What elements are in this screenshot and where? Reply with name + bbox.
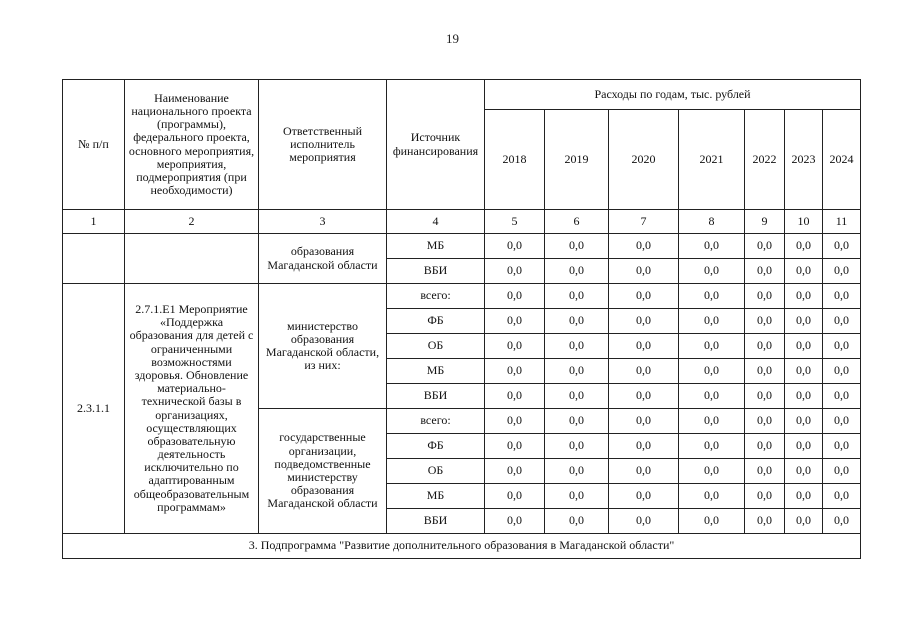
col-number: 8: [679, 210, 745, 234]
source-cell: ОБ: [387, 459, 485, 484]
value-cell: 0,0: [545, 284, 609, 309]
empty-cell: [63, 234, 125, 284]
value-cell: 0,0: [485, 509, 545, 534]
value-cell: 0,0: [485, 284, 545, 309]
value-cell: 0,0: [745, 409, 785, 434]
value-cell: 0,0: [745, 459, 785, 484]
header-year: 2023: [785, 110, 823, 210]
value-cell: 0,0: [545, 384, 609, 409]
col-number: 5: [485, 210, 545, 234]
value-cell: 0,0: [745, 384, 785, 409]
value-cell: 0,0: [785, 509, 823, 534]
value-cell: 0,0: [745, 284, 785, 309]
value-cell: 0,0: [785, 434, 823, 459]
header-name: Наименование национального проекта (программы), федерального проекта, основного мероприятия, мероприятия, подмероприятия (при необходимости): [125, 80, 259, 210]
value-cell: 0,0: [485, 434, 545, 459]
value-cell: 0,0: [609, 234, 679, 259]
col-number: 11: [823, 210, 861, 234]
value-cell: 0,0: [823, 309, 861, 334]
value-cell: 0,0: [485, 334, 545, 359]
col-number: 7: [609, 210, 679, 234]
value-cell: 0,0: [609, 409, 679, 434]
subprogram-title: 3. Подпрограмма "Развитие дополнительного образования в Магаданской области": [63, 534, 861, 559]
source-cell: всего:: [387, 284, 485, 309]
item-name: 2.7.1.Е1 Мероприятие «Поддержка образования для детей с ограниченными возможностями здоровья. Обновление материально-технической базы в организациях, осуществляющих образовательную деятельность исключительно по адаптированным общеобразовательным программам»: [125, 284, 259, 534]
value-cell: 0,0: [679, 259, 745, 284]
value-cell: 0,0: [785, 259, 823, 284]
header-year: 2021: [679, 110, 745, 210]
column-numbers-row: [63, 210, 861, 234]
value-cell: 0,0: [823, 384, 861, 409]
value-cell: 0,0: [485, 359, 545, 384]
col-number: 2: [125, 210, 259, 234]
value-cell: 0,0: [745, 484, 785, 509]
col-number: 3: [259, 210, 387, 234]
value-cell: 0,0: [485, 409, 545, 434]
value-cell: 0,0: [679, 384, 745, 409]
continuation-executor: образования Магаданской области: [259, 234, 387, 284]
table-row: [63, 284, 861, 309]
value-cell: 0,0: [679, 309, 745, 334]
value-cell: 0,0: [609, 259, 679, 284]
value-cell: 0,0: [609, 459, 679, 484]
value-cell: 0,0: [785, 284, 823, 309]
col-number: 10: [785, 210, 823, 234]
value-cell: 0,0: [679, 284, 745, 309]
value-cell: 0,0: [823, 234, 861, 259]
value-cell: 0,0: [545, 434, 609, 459]
value-cell: 0,0: [785, 234, 823, 259]
header-source: Источник финансирования: [387, 80, 485, 210]
col-number: 9: [745, 210, 785, 234]
source-cell: ВБИ: [387, 384, 485, 409]
value-cell: 0,0: [485, 459, 545, 484]
value-cell: 0,0: [823, 334, 861, 359]
value-cell: 0,0: [609, 384, 679, 409]
header-executor: Ответственный исполнитель мероприятия: [259, 80, 387, 210]
value-cell: 0,0: [823, 434, 861, 459]
value-cell: 0,0: [745, 509, 785, 534]
value-cell: 0,0: [785, 459, 823, 484]
value-cell: 0,0: [745, 234, 785, 259]
value-cell: 0,0: [679, 359, 745, 384]
value-cell: 0,0: [545, 509, 609, 534]
source-cell: всего:: [387, 409, 485, 434]
value-cell: 0,0: [823, 359, 861, 384]
value-cell: 0,0: [745, 334, 785, 359]
table-row: [63, 234, 861, 259]
value-cell: 0,0: [745, 434, 785, 459]
header-year: 2019: [545, 110, 609, 210]
group-executor: государственные организации, подведомственные министерству образования Магаданской области: [259, 409, 387, 534]
item-number: 2.3.1.1: [63, 284, 125, 534]
value-cell: 0,0: [545, 484, 609, 509]
value-cell: 0,0: [823, 259, 861, 284]
value-cell: 0,0: [609, 284, 679, 309]
value-cell: 0,0: [785, 359, 823, 384]
value-cell: 0,0: [823, 484, 861, 509]
value-cell: 0,0: [545, 309, 609, 334]
source-cell: ОБ: [387, 334, 485, 359]
value-cell: 0,0: [785, 309, 823, 334]
page-number: 19: [446, 31, 459, 46]
source-cell: МБ: [387, 484, 485, 509]
value-cell: 0,0: [823, 459, 861, 484]
header-year: 2022: [745, 110, 785, 210]
value-cell: 0,0: [545, 259, 609, 284]
subprogram-row: [63, 534, 861, 559]
value-cell: 0,0: [609, 509, 679, 534]
value-cell: 0,0: [823, 409, 861, 434]
value-cell: 0,0: [485, 309, 545, 334]
value-cell: 0,0: [545, 359, 609, 384]
value-cell: 0,0: [785, 384, 823, 409]
value-cell: 0,0: [823, 509, 861, 534]
header-no: № п/п: [63, 80, 125, 210]
col-number: 4: [387, 210, 485, 234]
source-cell: ФБ: [387, 434, 485, 459]
value-cell: 0,0: [745, 309, 785, 334]
value-cell: 0,0: [545, 234, 609, 259]
value-cell: 0,0: [609, 484, 679, 509]
value-cell: 0,0: [609, 359, 679, 384]
value-cell: 0,0: [679, 434, 745, 459]
source-cell: ВБИ: [387, 259, 485, 284]
value-cell: 0,0: [785, 484, 823, 509]
value-cell: 0,0: [485, 484, 545, 509]
value-cell: 0,0: [485, 259, 545, 284]
header-expenses: Расходы по годам, тыс. рублей: [485, 80, 861, 110]
value-cell: 0,0: [679, 334, 745, 359]
header-year: 2024: [823, 110, 861, 210]
value-cell: 0,0: [745, 359, 785, 384]
source-cell: ВБИ: [387, 509, 485, 534]
source-cell: ФБ: [387, 309, 485, 334]
value-cell: 0,0: [609, 309, 679, 334]
source-cell: МБ: [387, 234, 485, 259]
header-year: 2018: [485, 110, 545, 210]
value-cell: 0,0: [545, 409, 609, 434]
value-cell: 0,0: [679, 459, 745, 484]
value-cell: 0,0: [545, 334, 609, 359]
header-year: 2020: [609, 110, 679, 210]
value-cell: 0,0: [679, 509, 745, 534]
value-cell: 0,0: [785, 409, 823, 434]
col-number: 6: [545, 210, 609, 234]
value-cell: 0,0: [609, 334, 679, 359]
value-cell: 0,0: [485, 234, 545, 259]
value-cell: 0,0: [609, 434, 679, 459]
value-cell: 0,0: [745, 259, 785, 284]
value-cell: 0,0: [823, 284, 861, 309]
value-cell: 0,0: [485, 384, 545, 409]
value-cell: 0,0: [785, 334, 823, 359]
value-cell: 0,0: [679, 484, 745, 509]
financing-table: [62, 79, 861, 559]
empty-cell: [125, 234, 259, 284]
group-executor: министерство образования Магаданской области, из них:: [259, 284, 387, 409]
value-cell: 0,0: [679, 234, 745, 259]
value-cell: 0,0: [679, 409, 745, 434]
col-number: 1: [63, 210, 125, 234]
source-cell: МБ: [387, 359, 485, 384]
value-cell: 0,0: [545, 459, 609, 484]
header-row-1: [63, 80, 861, 110]
